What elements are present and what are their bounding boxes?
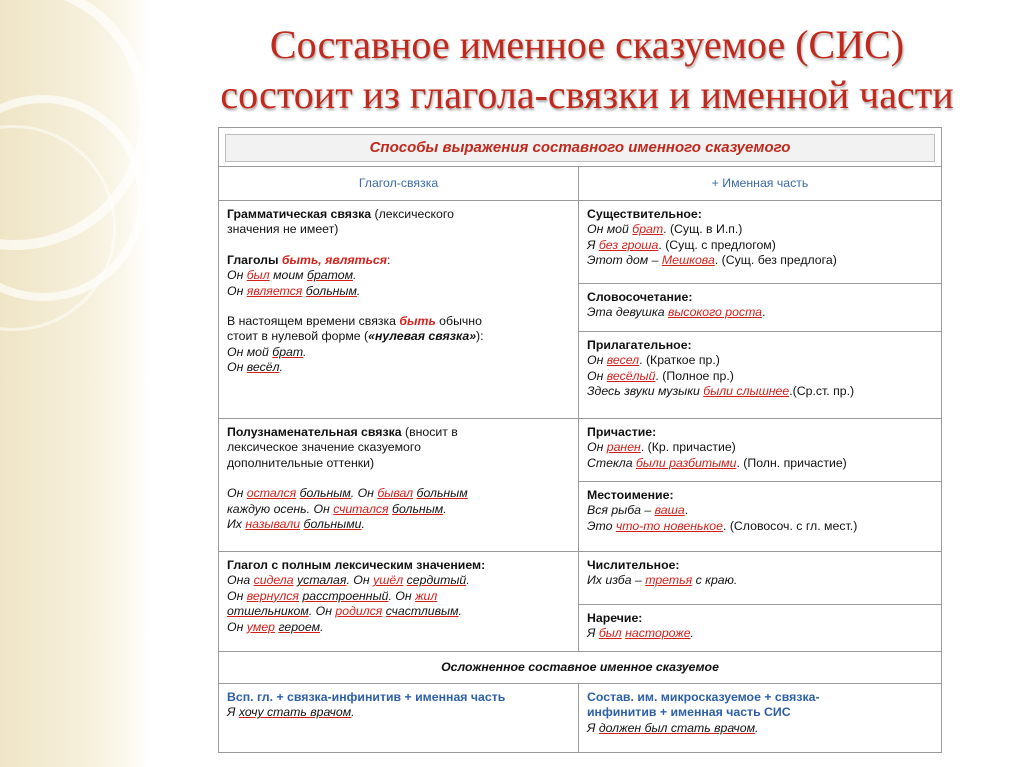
table-caption: Способы выражения составного именного сказуемого	[225, 134, 935, 162]
predicate-table	[218, 127, 942, 753]
title-line-2: состоит из глагола-связки и именной части	[220, 72, 954, 117]
column-header-linking-verb: Глагол-связка	[358, 176, 439, 190]
row-divider	[578, 481, 941, 482]
slide-background-decoration	[0, 0, 150, 767]
cell-pronoun: Местоимение: Вся рыба – ваша. Это что-то новенькое. (Словосоч. с гл. мест.)	[587, 488, 858, 533]
cell-grammatical-link: Грамматическая связка (лексического значения не имеет) Глаголы быть, являться: Он был моим братом. Он является больным. В настоящем времени связка быть обычно стоит в нулевой форме («нулевая связка»): Он мой брат. Он весёл.	[227, 207, 484, 375]
row-divider	[578, 604, 941, 605]
row-divider	[219, 200, 941, 201]
cell-complex-right: Состав. им. микросказуемое + связка- инфинитив + именная часть СИС Я должен был стать врачом.	[587, 690, 820, 735]
slide-title	[150, 20, 1024, 120]
row-divider	[578, 331, 941, 332]
cell-adjective: Прилагательное: Он весел. (Краткое пр.) Он весёлый. (Полное пр.) Здесь звуки музыки были слышнее.(Ср.ст. пр.)	[587, 338, 855, 399]
cell-adverb: Наречие: Я был настороже.	[587, 611, 694, 641]
column-divider	[578, 166, 579, 651]
row-divider	[219, 418, 941, 419]
cell-semi-notional-link: Полузнаменательная связка (вносит в лексическое значение сказуемого дополнительные оттенки) Он остался больным. Он бывал больным каждую осень. Он считался больным. Их называли больными.	[227, 425, 468, 532]
column-divider	[578, 683, 579, 752]
title-line-1: Составное именное сказуемое (СИС)	[269, 22, 905, 67]
row-divider	[578, 283, 941, 284]
complex-predicate-header: Осложненное составное именное сказуемое	[441, 660, 719, 674]
cell-full-lexical-verb: Глагол с полным лексическим значением: Она сидела усталая. Он ушёл сердитый. Он вернулся расстроенный. Он жил отшельником. Он родился счастливым. Он умер героем.	[227, 558, 486, 634]
row-divider	[219, 551, 941, 552]
column-header-nominal-part: + Именная часть	[711, 176, 809, 190]
cell-complex-left: Всп. гл. + связка-инфинитив + именная часть Я хочу стать врачом.	[227, 690, 506, 720]
cell-participle: Причастие: Он ранен. (Кр. причастие) Стекла были разбитыми. (Полн. причастие)	[587, 425, 847, 470]
cell-phrase: Словосочетание: Эта девушка высокого роста.	[587, 290, 766, 320]
row-divider	[219, 683, 941, 684]
cell-numeral: Числительное: Их изба – третья с краю.	[587, 558, 738, 588]
cell-noun: Существительное: Он мой брат. (Сущ. в И.п.) Я без гроша. (Сущ. с предлогом) Этот дом – Мешкова. (Сущ. без предлога)	[587, 207, 837, 268]
